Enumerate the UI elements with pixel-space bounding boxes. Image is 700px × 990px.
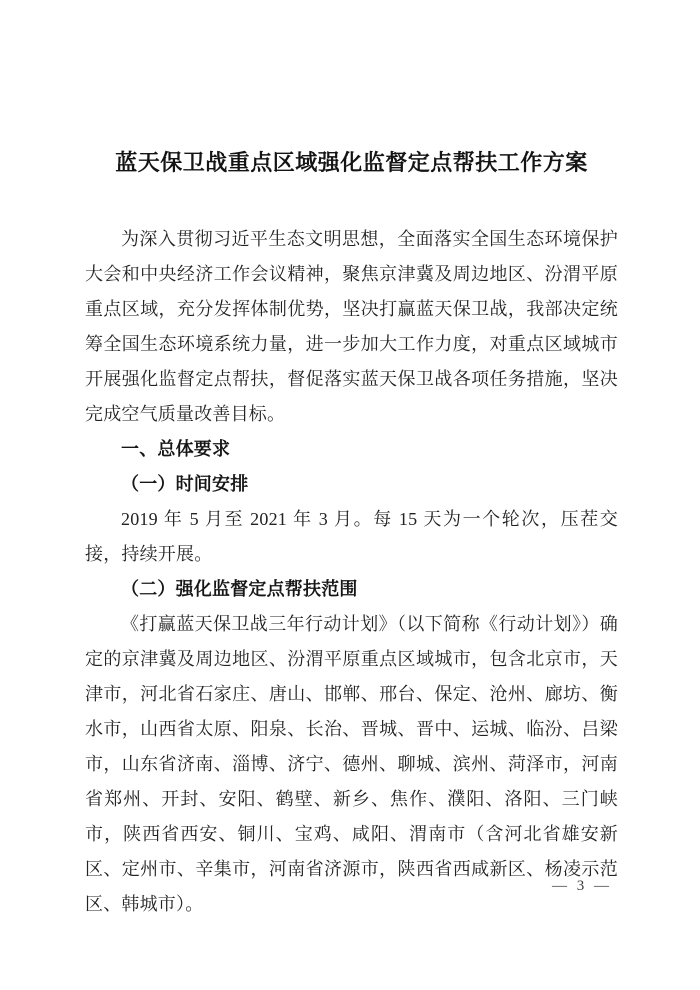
subsection-heading-assistance-scope: （二）强化监督定点帮扶范围 [121, 579, 358, 599]
document-content [85, 148, 618, 922]
section-heading-overall-requirements: 一、总体要求 [121, 439, 231, 459]
page-number: — 3 — [552, 878, 612, 894]
paragraph-intro: 为深入贯彻习近平生态文明思想，全面落实全国生态环境保护大会和中央经济工作会议精神，聚焦京津冀及周边地区、汾渭平原重点区域，充分发挥体制优势，坚决打赢蓝天保卫战，我部决定统筹全国生态环境系统力量，进一步加大工作力度，对重点区域城市开展强化监督定点帮扶，督促落实蓝天保卫战各项任务措施，坚决完成空气质量改善目标。 [85, 229, 618, 424]
paragraph-scope-cities: 《打赢蓝天保卫战三年行动计划》（以下简称《行动计划》）确定的京津冀及周边地区、汾渭平原重点区域城市，包含北京市，天津市，河北省石家庄、唐山、邯郸、邢台、保定、沧州、廊坊、衡水市，山西省太原、阳泉、长治、晋城、晋中、运城、临汾、吕梁市，山东省济南、淄博、济宁、德州、聊城、滨州、菏泽市，河南省郑州、开封、安阳、鹤壁、新乡、焦作、濮阳、洛阳、三门峡市，陕西省西安、铜川、宝鸡、咸阳、渭南市（含河北省雄安新区、定州市、辛集市，河南省济源市，陕西省西咸新区、杨凌示范区、韩城市）。 [85, 614, 618, 914]
paragraph-time-range: 2019 年 5 月至 2021 年 3 月。每 15 天为一个轮次，压茬交接，持续开展。 [85, 509, 618, 564]
subsection-heading-time-arrangement: （一）时间安排 [121, 474, 249, 494]
document-title: 蓝天保卫战重点区域强化监督定点帮扶工作方案 [115, 150, 588, 175]
